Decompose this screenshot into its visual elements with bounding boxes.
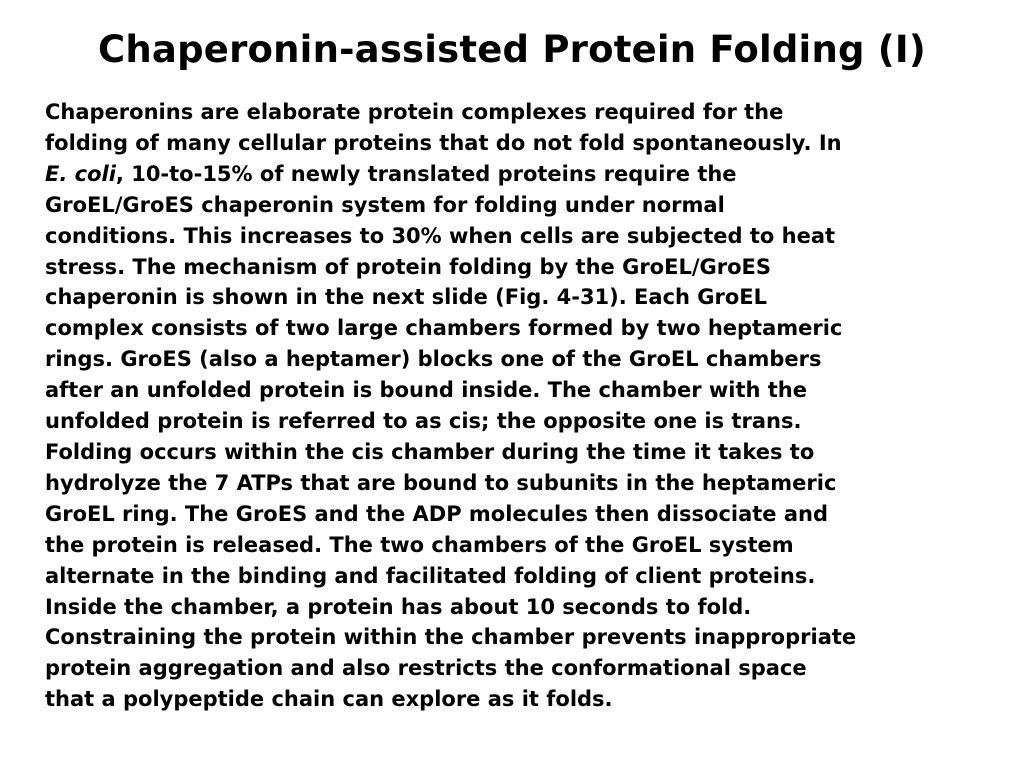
body-line-5: conditions. This increases to 30% when cells are subjected to heat — [45, 223, 836, 248]
body-line-8: complex consists of two large chambers formed by two heptameric — [45, 316, 843, 341]
body-line-19: protein aggregation and also restricts the conformational space — [45, 656, 807, 681]
body-line-12: Folding occurs within the cis chamber during the time it takes to — [45, 439, 815, 464]
body-line-20: that a polypeptide chain can explore as it folds. — [45, 687, 613, 712]
body-line-4: GroEL/GroES chaperonin system for folding under normal — [45, 192, 725, 217]
slide-title: Chaperonin-assisted Protein Folding (I) — [98, 28, 926, 71]
body-line-2: folding of many cellular proteins that do not fold spontaneously. In — [45, 130, 842, 155]
body-line-18: Constraining the protein within the chamber prevents inappropriate — [45, 625, 857, 650]
body-line-6: stress. The mechanism of protein folding by the GroEL/GroES — [45, 254, 771, 279]
organism-comma: , — [115, 161, 132, 186]
body-line-7: chaperonin is shown in the next slide (Fig. 4-31). Each GroEL — [45, 285, 768, 310]
body-line-1: Chaperonins are elaborate protein complexes required for the — [45, 100, 784, 124]
body-line-14: GroEL ring. The GroES and the ADP molecules then dissociate and — [45, 501, 829, 526]
body-line-3-text: 10-to-15% of newly translated proteins require the — [131, 161, 737, 186]
body-line-9: rings. GroES (also a heptamer) blocks one of the GroEL chambers — [45, 347, 822, 372]
body-line-10: after an unfolded protein is bound inside. The chamber with the — [45, 378, 807, 403]
organism-name: E. coli — [45, 161, 116, 186]
body-line-13: hydrolyze the 7 ATPs that are bound to subunits in the heptameric — [45, 470, 837, 495]
body-line-16: alternate in the binding and facilitated folding of client proteins. — [45, 563, 816, 588]
body-line-15: the protein is released. The two chambers of the GroEL system — [45, 532, 794, 557]
slide-body-text — [45, 97, 995, 715]
body-line-3 — [45, 159, 995, 190]
body-line-11: unfolded protein is referred to as cis; the opposite one is trans. — [45, 409, 802, 434]
body-line-17: Inside the chamber, a protein has about 10 seconds to fold. — [45, 594, 752, 619]
